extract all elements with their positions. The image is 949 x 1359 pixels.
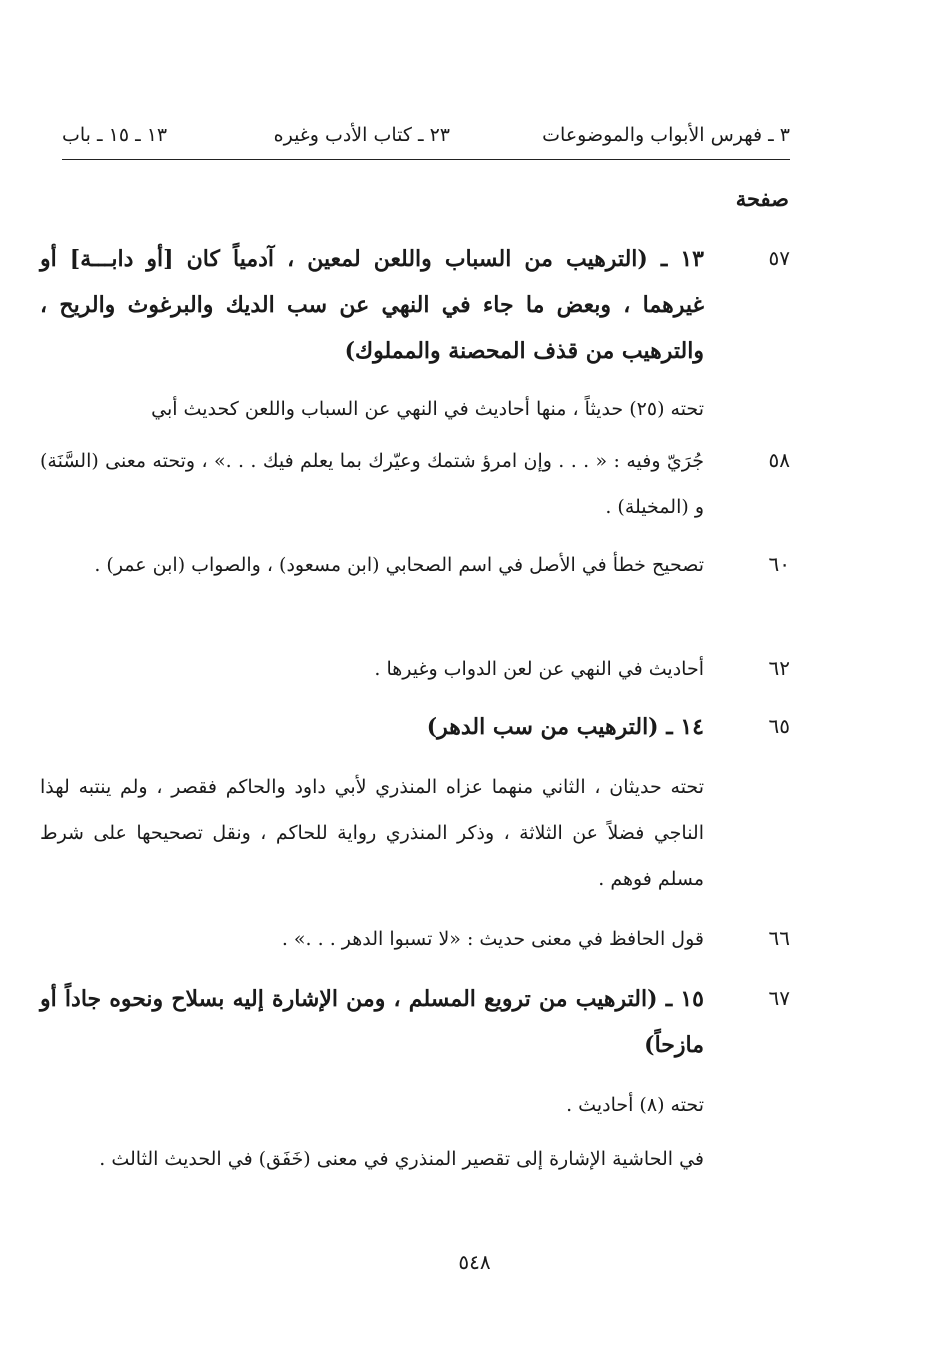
entry-text: تحته (٢٥) حديثاً ، منها أحاديث في النهي عن السباب واللعن كحديث أبي [151, 398, 704, 420]
running-header [62, 118, 790, 152]
entry-text: أحاديث في النهي عن لعن الدواب وغيرها . [374, 658, 704, 680]
entry-page-number: ٦٧ [768, 986, 790, 1010]
entry-text: جُرَيّ وفيه : « . . . وإن امرؤ شتمك وعيّرك بما يعلم فيك . . .» ، وتحته معنى (السَّنَة) و (المخيلة) . [40, 450, 704, 518]
running-header-chapter-range: ١٣ ـ ١٥ ـ باب [62, 124, 168, 146]
index-entry-chapter-13 [40, 236, 790, 374]
entry-page-number: ٦٦ [768, 926, 790, 950]
chapter-heading: ١٣ ـ (الترهيب من السباب واللعن لمعين ، آدمياً كان [أو دابـــة] أو غيرهما ، وبعض ما جاء في النهي عن سب الديك والبرغوث والريح ، والترهيب من قذف المحصنة والمملوك) [40, 246, 704, 364]
running-header-section-title: ٣ ـ فهرس الأبواب والموضوعات [542, 124, 790, 146]
entry-text: في الحاشية الإشارة إلى تقصير المنذري في معنى (خَفَق) في الحديث الثالث . [99, 1148, 704, 1170]
index-entry [40, 916, 790, 962]
entry-text: قول الحافظ في معنى حديث : «لا تسبوا الدهر . . .» . [281, 928, 704, 950]
running-header-book-title: ٢٣ ـ كتاب الأدب وغيره [273, 124, 450, 146]
entry-page-number: ٥٨ [768, 448, 790, 472]
entry-text: تحته حديثان ، الثاني منهما عزاه المنذري لأبي داود والحاكم فقصر ، ولم ينتبه لهذا الناجي فضلاً عن الثلاثة ، وذكر المنذري رواية للحاكم ، ونقل تصحيحها على شرط مسلم فوهم . [40, 776, 704, 890]
entry-text: تحته (٨) أحاديث . [566, 1094, 704, 1116]
index-entry [40, 764, 790, 902]
index-entry [40, 1136, 790, 1182]
entry-text: تصحيح خطأ في الأصل في اسم الصحابي (ابن مسعود) ، والصواب (ابن عمر) . [94, 554, 704, 576]
chapter-heading: ١٥ ـ (الترهيب من ترويع المسلم ، ومن الإشارة إليه بسلاح ونحوه جاداً أو مازحاً) [40, 986, 704, 1058]
index-entry-chapter-15 [40, 976, 790, 1068]
index-entry [40, 646, 790, 692]
entry-page-number: ٦٥ [768, 714, 790, 738]
page-number: ٥٤٨ [458, 1250, 491, 1274]
chapter-heading: ١٤ ـ (الترهيب من سب الدهر) [426, 714, 704, 740]
index-entry [40, 1082, 790, 1128]
index-entry [40, 386, 790, 432]
index-entry-chapter-14 [40, 704, 790, 750]
entry-page-number: ٥٧ [768, 246, 790, 270]
header-divider [62, 159, 790, 160]
page-column-label: صفحة [735, 186, 789, 211]
entry-page-number: ٦٠ [768, 552, 790, 576]
index-entry [40, 542, 790, 588]
entry-page-number: ٦٢ [768, 656, 790, 680]
index-entry [40, 438, 790, 530]
